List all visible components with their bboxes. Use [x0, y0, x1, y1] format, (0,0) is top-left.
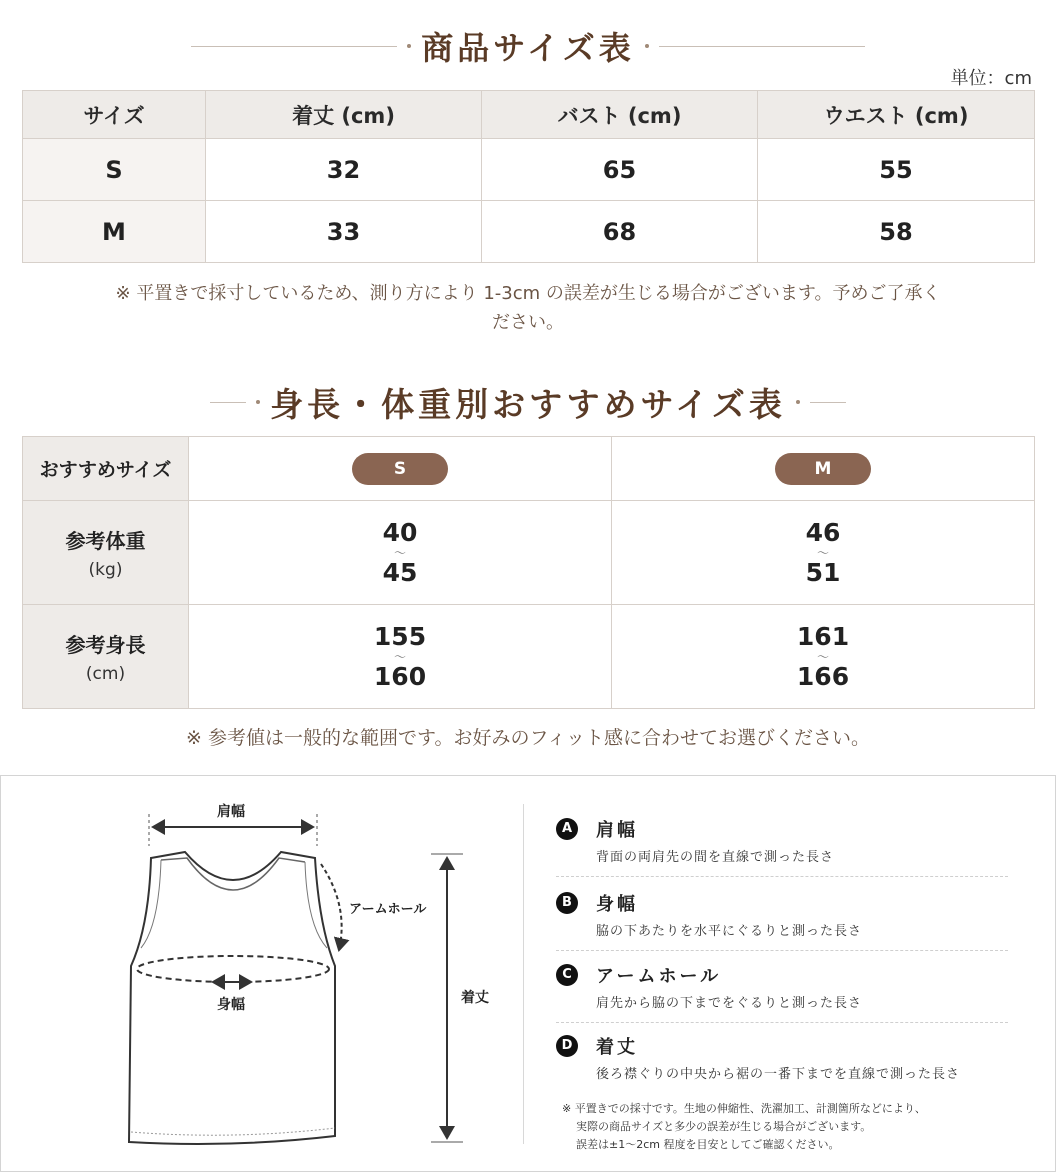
diagram-label-body-width: 身幅	[217, 997, 245, 1013]
recommend-heading	[0, 380, 1056, 424]
diagram-label-armhole: アームホール	[349, 902, 427, 917]
weight-row	[23, 501, 1035, 605]
title-rule-right	[659, 46, 865, 47]
height-label: 参考身長	[65, 633, 146, 657]
weight-unit: (kg)	[88, 560, 123, 580]
cell-length: 33	[206, 201, 482, 263]
height-unit: (cm)	[85, 664, 126, 684]
recommend-note: ※ 参考値は一般的な範囲です。お好みのフィット感に合わせてお選びください。	[186, 727, 870, 749]
tank-top-diagram	[1, 776, 521, 1171]
range-max: 51	[805, 557, 841, 587]
title-dot	[256, 400, 260, 404]
header-waist: ウエスト (cm)	[758, 91, 1035, 139]
range-min: 46	[805, 517, 841, 547]
range-min: 40	[382, 517, 418, 547]
divider	[556, 950, 1008, 951]
unit-label: 単位：cm	[950, 68, 1032, 89]
height-label-cell	[23, 605, 189, 709]
row-size-m: M	[23, 201, 206, 263]
cell-waist: 58	[758, 201, 1035, 263]
guide-item-desc: 背面の両肩先の間を直線で測った長さ	[596, 850, 835, 865]
guide-item-title: 身幅	[596, 894, 638, 915]
recommend-title: 身長・体重別おすすめサイズ表	[270, 384, 786, 424]
recommend-header-row	[23, 437, 1035, 501]
cell-bust: 65	[482, 139, 758, 201]
title-dot	[645, 44, 649, 48]
range-tilde: ～	[393, 649, 406, 664]
title-dot	[796, 400, 800, 404]
size-col-m	[612, 437, 1035, 501]
header-size: サイズ	[23, 91, 206, 139]
weight-label: 参考体重	[65, 529, 146, 553]
footnote-line: 実際の商品サイズと多少の誤差が生じる場合がございます。	[576, 1120, 872, 1133]
guide-item-title: 着丈	[596, 1037, 638, 1058]
title-dot	[407, 44, 411, 48]
cell-waist: 55	[758, 139, 1035, 201]
height-range-m	[612, 605, 1035, 709]
size-chart-title: 商品サイズ表	[421, 29, 635, 67]
range-min: 161	[796, 621, 850, 651]
size-pill-s: S	[352, 453, 448, 485]
guide-item-desc: 肩先から脇の下までをぐるりと測った長さ	[596, 996, 863, 1011]
guide-footnote	[562, 1100, 1022, 1154]
header-length: 着丈 (cm)	[206, 91, 482, 139]
badge-a-icon: A	[556, 818, 578, 840]
diagram-label-shoulder: 肩幅	[217, 804, 245, 820]
measurement-note	[40, 279, 1016, 337]
badge-d-icon: D	[556, 1035, 578, 1057]
weight-range-m	[612, 501, 1035, 605]
divider	[556, 1022, 1008, 1023]
guide-item-desc: 脇の下あたりを水平にぐるりと測った長さ	[596, 924, 863, 939]
weight-label-cell	[23, 501, 189, 605]
table-row	[23, 201, 1035, 263]
guide-divider	[523, 804, 524, 1144]
note-line: ださい。	[492, 312, 564, 333]
cell-bust: 68	[482, 201, 758, 263]
recommend-table	[22, 436, 1035, 709]
size-col-s	[189, 437, 612, 501]
range-tilde: ～	[816, 649, 829, 664]
range-tilde: ～	[816, 545, 829, 560]
weight-range-s	[189, 501, 612, 605]
size-table	[22, 90, 1035, 263]
row-size-s: S	[23, 139, 206, 201]
range-min: 155	[373, 621, 427, 651]
diagram-label-length: 着丈	[461, 990, 489, 1006]
footnote-line: ※ 平置きでの採寸です。生地の伸縮性、洗濯加工、計測箇所などにより、	[562, 1102, 926, 1115]
range-max: 45	[382, 557, 418, 587]
range-max: 166	[796, 661, 850, 691]
badge-b-icon: B	[556, 892, 578, 914]
height-row	[23, 605, 1035, 709]
header-bust: バスト (cm)	[482, 91, 758, 139]
height-range-s	[189, 605, 612, 709]
recommend-header-label: おすすめサイズ	[23, 437, 189, 501]
footnote-line: 誤差は±1〜2cm 程度を目安としてご確認ください。	[576, 1138, 840, 1151]
cell-length: 32	[206, 139, 482, 201]
guide-item-title: 肩幅	[596, 820, 638, 841]
size-chart-heading	[0, 26, 1056, 66]
note-line: ※ 平置きで採寸しているため、測り方により 1-3cm の誤差が生じる場合がございます。予めご了承く	[115, 283, 941, 304]
size-table-header	[23, 91, 1035, 139]
title-rule-right	[810, 402, 846, 403]
table-row	[23, 139, 1035, 201]
title-rule-left	[210, 402, 246, 403]
guide-item-title: アームホール	[596, 966, 722, 987]
divider	[556, 876, 1008, 877]
badge-c-icon: C	[556, 964, 578, 986]
guide-item-desc: 後ろ襟ぐりの中央から裾の一番下までを直線で測った長さ	[596, 1067, 961, 1082]
range-max: 160	[373, 661, 427, 691]
size-pill-m: M	[775, 453, 871, 485]
range-tilde: ～	[393, 545, 406, 560]
title-rule-left	[191, 46, 397, 47]
